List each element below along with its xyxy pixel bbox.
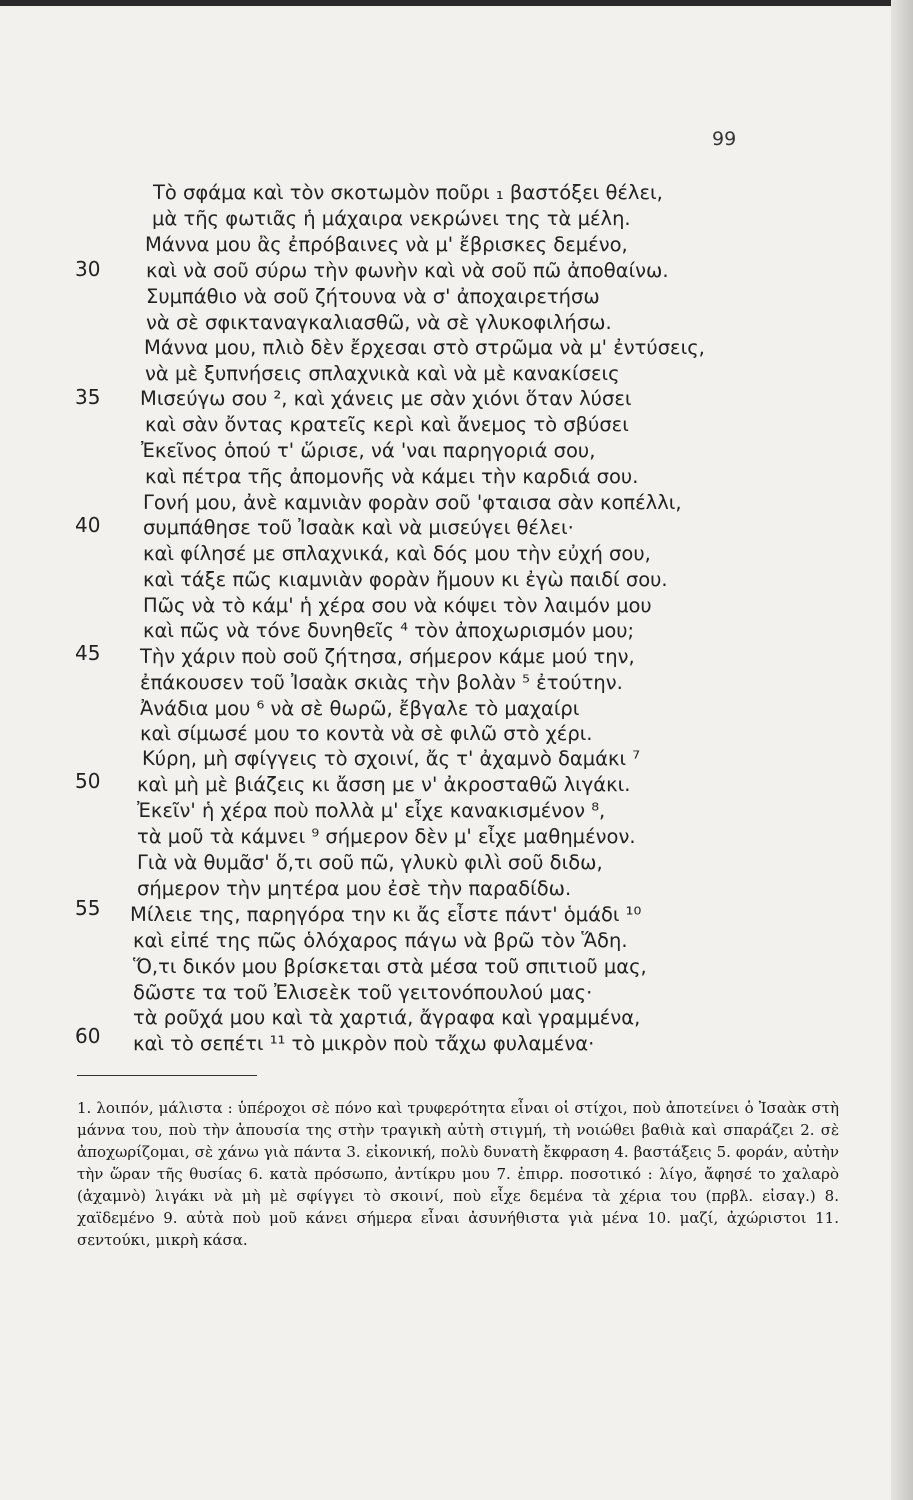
verse-line: καὶ σὰν ὄντας κρατεῖς κερὶ καὶ ἄνεμος τὸ σβύσει [145, 413, 629, 436]
verse-line: Μάννα μου, πλιὸ δὲν ἔρχεσαι στὸ στρῶμα νὰ μ' ἐντύσεις, [144, 336, 705, 359]
verse-line: μὰ τῆς φωτιᾶς ἡ μάχαιρα νεκρώνει της τὰ μέλη. [152, 207, 631, 230]
line-number-55: 55 [75, 896, 101, 920]
verse-line: Μίλειε της, παρηγόρα την κι ἄς εἶστε πάντ' ὁμάδι ¹⁰ [130, 903, 642, 926]
verse-line: Συμπάθιο νὰ σοῦ ζήτουνα νὰ σ' ἀποχαιρετήσω [146, 285, 600, 308]
line-number-40: 40 [75, 513, 101, 537]
verse-line: Μάννα μου ἂς ἐπρόβαινες νὰ μ' ἔβρισκες δεμένο, [145, 233, 628, 256]
verse-line: καὶ μὴ μὲ βιάζεις κι ἄσση με ν' ἀκροσταθῶ λιγάκι. [137, 773, 631, 796]
line-number-50: 50 [75, 769, 101, 793]
line-number-45: 45 [75, 641, 101, 665]
verse-line: τὰ μοῦ τὰ κάμνει ⁹ σήμερον δὲν μ' εἶχε μαθημένον. [137, 825, 636, 848]
verse-line: καὶ τὸ σεπέτι ¹¹ τὸ μικρὸν ποὺ τἄχω φυλαμένα· [133, 1032, 595, 1055]
verse-line: νὰ σὲ σφικταναγκαλιασθῶ, νὰ σὲ γλυκοφιλήσω. [146, 311, 612, 334]
verse-line: τὰ ροῦχά μου καὶ τὰ χαρτιά, ἄγραφα καὶ γραμμένα, [133, 1006, 641, 1029]
line-number-35: 35 [75, 385, 101, 409]
verse-line: καὶ νὰ σοῦ σύρω τὴν φωνὴν καὶ νὰ σοῦ πῶ ἀποθαίνω. [146, 259, 669, 282]
verse-line: νὰ μὲ ξυπνήσεις σπλαχνικὰ καὶ νὰ μὲ κανακίσεις [145, 362, 620, 385]
verse-line: συμπάθησε τοῦ Ἰσαὰκ καὶ νὰ μισεύγει θέλει· [143, 516, 574, 539]
verse-line: καὶ τάξε πῶς κιαμνιὰν φορὰν ἤμουν κι ἐγὼ παιδί σου. [143, 568, 668, 591]
verse-line: Μισεύγω σου ², καὶ χάνεις με σὰν χιόνι ὅταν λύσει [140, 387, 632, 410]
footnote-rule [77, 1075, 257, 1076]
verse-line: Ἐκεῖνος ὁπού τ' ὥρισε, νά 'ναι παρηγοριά σου, [141, 439, 596, 462]
verse-line: δῶστε τα τοῦ Ἐλισεὲκ τοῦ γειτονόπουλού μας· [133, 981, 593, 1004]
verse-line: καὶ φίλησέ με σπλαχνικά, καὶ δός μου τὴν εὐχή σου, [143, 542, 651, 565]
verse-line: σήμερον τὴν μητέρα μου ἐσὲ τὴν παραδίδω. [137, 877, 572, 900]
verse-line: καὶ σίμωσέ μου το κοντὰ νὰ σὲ φιλῶ στὸ χέρι. [140, 722, 593, 745]
line-number-30: 30 [75, 257, 101, 281]
verse-line: καὶ πέτρα τῆς ἀπομονῆς νὰ κάμει τὴν καρδιά σου. [145, 465, 639, 488]
verse-line: Ὅ,τι δικόν μου βρίσκεται στὰ μέσα τοῦ σπιτιοῦ μας, [133, 955, 647, 978]
verse-line: Τὴν χάριν ποὺ σοῦ ζήτησα, σήμερον κάμε μού την, [140, 645, 635, 668]
verse-line: ἐπάκουσεν τοῦ Ἰσαὰκ σκιὰς τὴν βολὰν ⁵ ἐτούτην. [140, 671, 623, 694]
verse-line: Κύρη, μὴ σφίγγεις τὸ σχοινί, ἄς τ' ἀχαμνὸ δαμάκι ⁷ [142, 747, 641, 770]
verse-line: Τὸ σφάμα καὶ τὸν σκοτωμὸν ποῦρι ₁ βαστόξει θέλει, [153, 181, 663, 204]
verse-line: Ἐκεῖν' ἡ χέρα ποὺ πολλὰ μ' εἶχε κανακισμένον ⁸, [137, 799, 606, 822]
footnotes: 1. λοιπόν, μάλιστα : ὑπέροχοι σὲ πόνο καὶ τρυφερότητα εἶναι οἱ στίχοι, ποὺ ἀποτείνει ὁ Ἰσαὰκ στὴ μάννα του, ποὺ τὴν ἀπουσία της στὴν τραγικὴ αὐτὴ στιγμή, τὴ νοιώθει βαθιὰ καὶ σπαράζει 2. σὲ ἀποχωρίζομαι, σὲ χάνω γιὰ πάντα 3. εἰκονική, πολὺ δυνατὴ ἔκφραση 4. βαστάξεις 5. φοράν, αὐτὴν τὴν ὥραν τῆς θυσίας 6. κατὰ πρόσωπο, ἀντίκρυ μου 7. ἐπιρρ. ποσοτικό : λίγο, ἄφησέ το χαλαρὸ (ἀχαμνὸ) λιγάκι νὰ μὴ μὲ σφίγγει τὸ σκοινί, ποὺ εἶχε δεμένα τὰ χέρια του (πρβλ. εἰσαγ.) 8. χαϊδεμένο 9. αὐτὰ ποὺ μοῦ κάνει σήμερα εἶναι ἀσυνήθιστα γιὰ μένα 10. μαζί, ἀχώριστοι 11. σεντούκι, μικρὴ κάσα. [77, 1099, 839, 1249]
page-number: 99 [712, 128, 737, 150]
verse-line: καὶ πῶς νὰ τόνε δυνηθεῖς ⁴ τὸν ἀποχωρισμόν μου; [143, 619, 635, 642]
verse-line: Ἀνάδια μου ⁶ νὰ σὲ θωρῶ, ἔβγαλε τὸ μαχαίρι [140, 697, 580, 720]
verse-line: Γονή μου, ἀνὲ καμνιὰν φορὰν σοῦ 'φταισα σὰν κοπέλλι, [143, 491, 682, 514]
verse-line: καὶ εἰπέ της πῶς ὁλόχαρος πάγω νὰ βρῶ τὸν Ἅδη. [133, 929, 628, 952]
line-number-60: 60 [75, 1024, 101, 1048]
verse-line: Γιὰ νὰ θυμᾶσ' ὅ,τι σοῦ πῶ, γλυκὺ φιλὶ σοῦ διδω, [137, 851, 603, 874]
verse-line: Πῶς νὰ τὸ κάμ' ἡ χέρα σου νὰ κόψει τὸν λαιμόν μου [143, 594, 652, 617]
